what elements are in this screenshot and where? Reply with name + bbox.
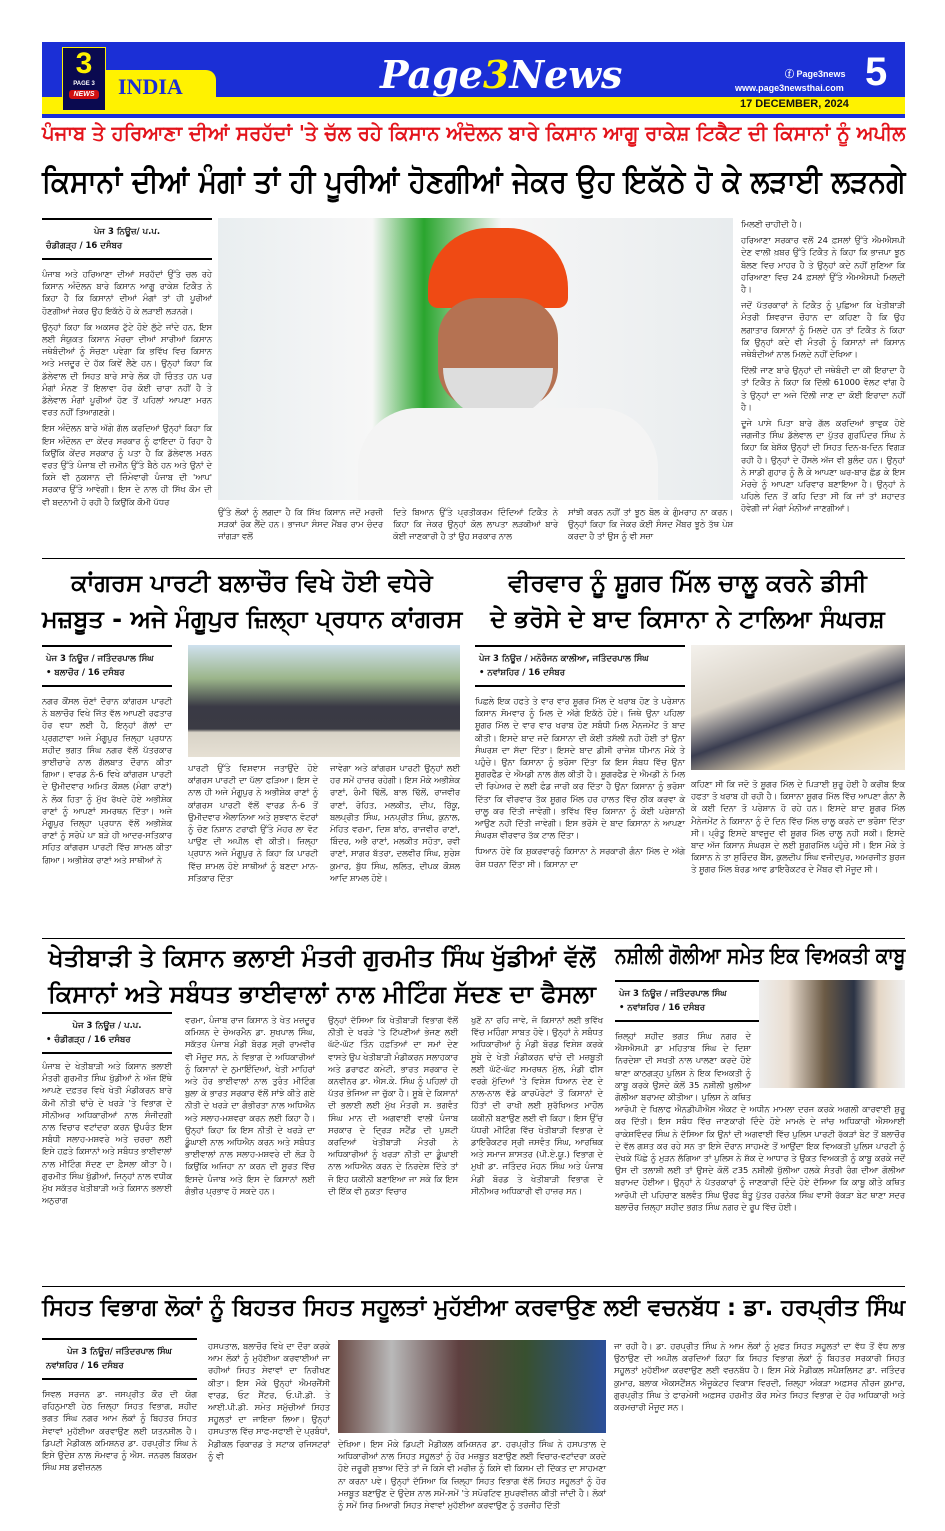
edition-label: INDIA	[106, 70, 216, 103]
congress-column-2: ਪਾਰਟੀ ਉੱਤੇ ਵਿਸ਼ਵਾਸ ਜਤਾਉਂਦੇ ਹੋਏ ਕਾਂਗਰਸ ਪਾਰਟੀ ਦਾ ਪੱਲਾ ਫੜਿਆ। ਇਸ ਦੇ ਨਾਲ ਹੀ ਅਜੇ ਮੰਗੂਪੁਰ ਨੇ ਅਭੀਸ਼ੇਕ ਰਾਣਾਂ ਨੂੰ ਕਾਂਗਰਸ ਪਾਰਟੀ ਵੱਲੋਂ ਵਾਰਡ ਨੰ-6 ਤੋਂ ਉਮੀਦਵਾਰ ਐਲਾਨਿਆ ਅਤੇ ਸੁਝਵਾਨ ਵੋਟਰਾਂ ਨੂੰ ਚੋਣ ਨਿਸ਼ਾਨ ਟਰਾਫੀ ਉੱਤੇ ਮੋਹਰ ਲਾ ਵੋਟ ਪਾਉਣ ਦੀ ਅਪੀਲ ਵੀ ਕੀਤੀ। ਜ਼ਿਲ੍ਹਾ ਪ੍ਰਧਾਨ ਅਜੇ ਮੰਗੂਪੁਰ ਨੇ ਕਿਹਾ ਕਿ ਪਾਰਟੀ ਵਿੱਚ ਸ਼ਾਮਲ ਹੋਏ ਸਾਥੀਆਂ ਨੂੰ ਬਣਦਾ ਮਾਨ-ਸਤਿਕਾਰ ਦਿੱਤਾ	[188, 763, 318, 883]
sugar-column-1: ਪੇਜ 3 ਨਿਊਜ਼ / ਮਨੋਰੰਜਨ ਕਾਲੀਆ, ਜਤਿੰਦਰਪਾਲ ਸਿੰਘ • ਨਵਾਂਸ਼ਹਿਰ / 16 ਦਸੰਬਰ ਪਿਛਲੇ ਇਕ ਹਫਤੇ ਤੇ ਵਾਰ ਵਾਰ ਸ਼ੂਗਰ ਮਿੱਲ ਦੇ ਖਰਾਬ ਹੋਣ ਤੇ ਪਰੇਸ਼ਾਨ ਕਿਸਾਨ ਸੋਮਵਾਰ ਨੂੰ ਮਿਲ ਦੇ ਅੱਗੇ ਇਕੱਠੇ ਹੋਏ। ਜਿਥੇ ਉਨਾ ਪਹਿਲਾ ਸ਼ੂਗਰ ਮਿੱਲ ਦੇ ਵਾਰ ਵਾਰ ਖਰਾਬ ਹੋਣ ਸਬੰਧੀ ਮਿਲ ਮੈਨਜਮੇਂਟ ਤੋ ਬਾਦ ਕੀਤੀ। ਇਸਦੇ ਬਾਦ ਜਦੋ ਕਿਸਾਨਾ ਦੀ ਕੋਈ ਤਸੱਲੀ ਨਹੀ ਹੋਈ ਤਾਂ ਉਨਾ ਸੰਘਰਸ਼ ਦਾ ਸੱਦਾ ਦਿੱਤਾ। ਇਸਦੇ ਬਾਦ ਡੀਸੀ ਰਾਜੇਸ਼ ਧੀਮਾਨ ਮੌਕੇ ਤੇ ਪਹੁੰਚੇ। ਉਨਾ ਕਿਸਾਨਾ ਨੂੰ ਭਰੋਸਾ ਦਿੱਤਾ ਕਿ ਇਸ ਸੰਬਧ ਵਿੱਚ ਉਨਾ ਸ਼ੂਗਰਫੈਡ ਦੇ ਐਮਡੀ ਨਾਲ ਗੱਲ ਕੀਤੀ ਹੈ। ਸ਼ੂਗਰਫੈਡ ਦੇ ਐਮਡੀ ਨੇ ਮਿਲ ਦੀ ਰਿਪੇਅਰ ਦੇ ਲਈ ਫੰਡ ਜਾਰੀ ਕਰ ਦਿੱਤਾ ਹੈ ਉਨਾ ਕਿਸਾਨਾ ਨੂੰ ਭਰੋਸਾ ਦਿੱਤਾ ਕਿ ਵੀਰਵਾਰ ਤੱਕ ਸ਼ੂਗਰ ਮਿੱਲ ਹਰ ਹਾਲਤ ਵਿੱਚ ਠੀਕ ਕਰਵਾ ਕੇ ਚਾਲੂ ਕਰ ਦਿੱਤੀ ਜਾਵੇਗੀ। ਭਵਿੱਖ ਵਿੱਚ ਕਿਸਾਨਾ ਨੂੰ ਕੋਈ ਪਰੇਸ਼ਾਨੀ ਆਉਣ ਨਹੀ ਦਿੱਤੀ ਜਾਵੇਗੀ। ਇਸ ਭਰੋਸੇ ਦੇ ਬਾਦ ਕਿਸਾਨਾ ਨੇ ਆਪਣਾ ਸੰਘਰਸ਼ ਵੀਰਵਾਰ ਤੱਕ ਟਾਲ ਦਿੱਤਾ। ਧਿਆਨ ਹੋਵੇ ਕਿ ਸ਼ੁਕਰਵਾਰਨੂੰ ਕਿਸਾਨਾ ਨੇ ਸਰਕਾਰੀ ਗੰਨਾ ਮਿੱਲ ਦੇ ਅੱਗੇ ਰੋਸ਼ ਧਰਨਾ ਦਿੱਤਾ ਸੀ। ਕਿਸਾਨਾ ਦਾ	[475, 645, 685, 874]
meeting-byline: ਪੇਜ 3 ਨਿਊਜ਼ / ਪ.ਪ. • ਚੰਡੀਗੜ੍ਹ / 16 ਦਸੰਬਰ	[42, 1012, 172, 1054]
health-headline: ਸਿਹਤ ਵਿਭਾਗ ਲੋਕਾਂ ਨੂੰ ਬਿਹਤਰ ਸਿਹਤ ਸਹੂਲਤਾਂ ਮੁਹੱਈਆ ਕਰਵਾਉਣ ਲਈ ਵਚਨਬੱਧ : ਡਾ. ਹਰਪ੍ਰੀਤ ਸਿੰਘ	[42, 1295, 906, 1321]
meeting-column-1: ਪੇਜ 3 ਨਿਊਜ਼ / ਪ.ਪ. • ਚੰਡੀਗੜ੍ਹ / 16 ਦਸੰਬਰ ਪੰਜਾਬ ਦੇ ਖੇਤੀਬਾੜੀ ਅਤੇ ਕਿਸਾਨ ਭਲਾਈ ਮੰਤਰੀ ਗੁਰਮੀਤ ਸਿੰਘ ਖੁੱਡੀਆਂ ਨੇ ਅੱਜ ਇੱਥੇ ਆਪਣੇ ਦਫ਼ਤਰ ਵਿਖੇ ਖੇਤੀ ਮੰਡੀਕਰਨ ਬਾਰੇ ਕੌਮੀ ਨੀਤੀ ਢਾਂਚੇ ਦੇ ਖਰੜੇ 'ਤੇ ਵਿਭਾਗ ਦੇ ਸੀਨੀਅਰ ਅਧਿਕਾਰੀਆਂ ਨਾਲ ਸੰਜੀਦਗੀ ਨਾਲ ਵਿਚਾਰ ਵਟਾਂਦਰਾ ਕਰਨ ਉਪਰੰਤ ਇਸ ਸਬੰਧੀ ਸਲਾਹ-ਮਸ਼ਵਰੇ ਅਤੇ ਚਰਚਾ ਲਈ ਇਸੇ ਹਫ਼ਤੇ ਕਿਸਾਨਾਂ ਅਤੇ ਸਬੰਧਤ ਭਾਈਵਾਲਾਂ ਨਾਲ ਮੀਟਿੰਗ ਸੱਦਣ ਦਾ ਫ਼ੈਸਲਾ ਕੀਤਾ ਹੈ। ਗੁਰਮੀਤ ਸਿੰਘ ਖੁੱਡੀਆਂ, ਜਿਨ੍ਹਾਂ ਨਾਲ ਵਧੀਕ ਮੁੱਖ ਸਕੱਤਰ ਖੇਤੀਬਾੜੀ ਅਤੇ ਕਿਸਾਨ ਭਲਾਈ ਅਨੁਰਾਗ	[42, 1012, 172, 1206]
sugar-byline: ਪੇਜ 3 ਨਿਊਜ਼ / ਮਨੋਰੰਜਨ ਕਾਲੀਆ, ਜਤਿੰਦਰਪਾਲ ਸਿੰਘ • ਨਵਾਂਸ਼ਹਿਰ / 16 ਦਸੰਬਰ	[475, 645, 685, 687]
rakesh-tikait-photo	[218, 218, 733, 500]
sugar-mill-headline: ਵੀਰਵਾਰ ਨੂੰ ਸ਼ੂਗਰ ਮਿੱਲ ਚਾਲੂ ਕਰਨੇ ਡੀਸੀ ਦੇ ਭਰੋਸੇ ਦੇ ਬਾਦ ਕਿਸਾਨਾ ਨੇ ਟਾਲਿਆ ਸੰਘਰਸ਼	[490, 569, 885, 633]
drugs-body: ਜ਼ਿਲ੍ਹਾਂ ਸ਼ਹੀਦ ਭਗਤ ਸਿੰਘ ਨਗਰ ਦੇ ਐਸਐਸਪੀ ਡਾ ਮਹਿਤਾਬ ਸਿੰਘ ਦੇ ਦਿਸ਼ਾ ਨਿਰਦੇਸ਼ਾ ਦੀ ਸਖਤੀ ਨਾਲ ਪਾਲਣਾ ਕਰਦੇ ਹੋਏ ਥਾਣਾ ਕਾਠਗੜ੍ਹ ਪੁਲਿਸ ਨੇ ਇਕ ਵਿਅਕਤੀ ਨੂੰ ਕਾਬੂ ਕਰਕੇ ਉਸਦੇ ਕੋਲੋਂ 35 ਨਸ਼ੀਲੀ ਖੁਲੀਆ ਗੋਲੀਆ ਬਰਾਮਦ ਕੀਤੀਆ। ਪੁਲਿਸ ਨੇ ਕਥਿਤ ਆਰੋਪੀ ਦੇ ਖਿਲਾਫ ਐਨਡੀਪੀਐਸ ਐਕਟ ਦੇ ਅਧੀਨ ਮਾਮਲਾ ਦਰਜ ਕਰਕੇ ਅਗਲੀ ਕਾਰਵਾਈ ਸ਼ੁਰੂ ਕਰ ਦਿੱਤੀ। ਇਸ ਸਬੰਧ ਵਿੱਚ ਜਾਣਕਾਰੀ ਦਿੰਦੇ ਹੋਏ ਮਾਮਲੇ ਦੇ ਜਾਂਚ ਅਧਿਕਾਰੀ ਐਸਆਈ ਰਾਕੇਸ਼ਵਿੰਦਰ ਸਿੰਘ ਨੇ ਦੱਸਿਆ ਕਿ ਉਨਾਂ ਦੀ ਅਗਵਾਈ ਵਿੱਚ ਪੁਲਿਸ ਪਾਰਟੀ ਰੱਕੜਾਂ ਬੇਟ ਤੋਂ ਬਲਾਚੌਰ ਦੇ ਵੱਲ ਗਸ਼ਤ ਕਰ ਰਹੇ ਸਨ ਤਾ ਇਸੇ ਦੌਰਾਨ ਸਾਹਮਣੇ ਤੋਂ ਆਉਂਦਾ ਇਕ ਵਿਅਕਤੀ ਪੁਲਿਸ ਪਾਰਟੀ ਨੂੰ ਦੇਖਕੇ ਪਿੱਛੇ ਨੂੰ ਮੁੜਨ ਲੱਗਿਆ ਤਾਂ ਪੁਲਿਸ ਨੇ ਸ਼ੱਕ ਦੇ ਆਧਾਰ ਤੇ ਉਕਤ ਵਿਅਕਤੀ ਨੂੰ ਕਾਬੂ ਕਰਕੇ ਜਦੋਂ ਉਸ ਦੀ ਤਲਾਸ਼ੀ ਲਈ ਤਾਂ ਉਸਦੇ ਕੋਲੋਂ ਟ35 ਨਸ਼ੀਲੀ ਖੁੱਲੀਆ ਹਲਕੇ ਸੰਤਰੀ ਰੰਗ ਦੀਆ ਗੋਲੀਆ ਬਰਾਮਦ ਹੋਈਆ। ਉਨ੍ਹਾਂ ਨੇ ਪੱਤਰਕਾਰਾਂ ਨੂੰ ਜਾਣਕਾਰੀ ਦਿੰਦੇ ਹੋਏ ਦੱਸਿਆ ਕਿ ਕਾਬੂ ਕੀਤੇ ਕਥਿਤ ਆਰੋਪੀ ਦੀ ਪਹਿਚਾਣ ਬਲਵੰਤ ਸਿੰਘ ਉਰਫ ਬੰਤੂ ਪੁੱਤਰ ਹਰਨੇਕ ਸਿੰਘ ਵਾਸੀ ਰੱਕੜਾ ਬੇਟ ਥਾਣਾ ਸਦਰ ਬਲਾਚੌਰ ਜ਼ਿਲ੍ਹਾ ਸ਼ਹੀਦ ਭਗਤ ਸਿੰਘ ਨਗਰ ਦੇ ਰੂਪ ਵਿੱਚ ਹੋਈ।	[615, 1031, 905, 1212]
sugar-meeting-photo	[691, 645, 905, 770]
meeting-column-3: ਉਨ੍ਹਾਂ ਦੱਸਿਆ ਕਿ ਖੇਤੀਬਾੜੀ ਵਿਭਾਗ ਵੱਲੋਂ ਨੀਤੀ ਦੇ ਖਰੜੇ 'ਤੇ ਟਿੱਪਣੀਆਂ ਭੇਜਣ ਲਈ ਘੱਟੋ-ਘੱਟ ਤਿੰਨ ਹਫ਼ਤਿਆਂ ਦਾ ਸਮਾਂ ਦੇਣ ਵਾਸਤੇ ਉਪ ਖੇਤੀਬਾੜੀ ਮੰਡੀਕਰਨ ਸਲਾਹਕਾਰ ਅਤੇ ਡਰਾਫਟ ਕਮੇਟੀ, ਭਾਰਤ ਸਰਕਾਰ ਦੇ ਕਨਵੀਨਰ ਡਾ. ਐਸ.ਕੇ. ਸਿੰਘ ਨੂੰ ਪਹਿਲਾਂ ਹੀ ਪੱਤਰ ਭੇਜਿਆ ਜਾ ਚੁੱਕਾ ਹੈ। ਸੂਬੇ ਦੇ ਕਿਸਾਨਾਂ ਦੀ ਭਲਾਈ ਲਈ ਮੁੱਖ ਮੰਤਰੀ ਸ. ਭਗਵੰਤ ਸਿੰਘ ਮਾਨ ਦੀ ਅਗਵਾਈ ਵਾਲੀ ਪੰਜਾਬ ਸਰਕਾਰ ਦੇ ਦ੍ਰਿੜ ਸਟੈਂਡ ਦੀ ਪੁਸ਼ਟੀ ਕਰਦਿਆਂ ਖੇਤੀਬਾੜੀ ਮੰਤਰੀ ਨੇ ਅਧਿਕਾਰੀਆਂ ਨੂੰ ਖਰੜਾ ਨੀਤੀ ਦਾ ਡੂੰਘਾਈ ਨਾਲ ਅਧਿਐਨ ਕਰਨ ਦੇ ਨਿਰਦੇਸ਼ ਦਿੱਤੇ ਤਾਂ ਜੋ ਇਹ ਯਕੀਨੀ ਬਣਾਇਆ ਜਾ ਸਕੇ ਕਿ ਇਸ ਦੀ ਇੱਕ ਵੀ ਨੁਕਤਾ ਵਿਚਾਰ	[328, 1015, 458, 1196]
lead-caption-col-2: ਦਿਤੇ ਬਿਆਨ ਉੱਤੇ ਪ੍ਰਤੀਕਰਮ ਦਿੰਦਿਆਂ ਟਿਕੈਤ ਨੇ ਕਿਹਾ ਕਿ ਜੇਕਰ ਉਨ੍ਹਾਂ ਕੋਲ ਲਾਪਤਾ ਲੜਕੀਆਂ ਬਾਰੇ ਕੋਈ ਜਾਣਕਾਰੀ ਹੈ ਤਾਂ ਉਹ ਸਰਕਾਰ ਨਾਲ	[393, 507, 558, 542]
lead-kicker: ਪੰਜਾਬ ਤੇ ਹਰਿਆਣਾ ਦੀਆਂ ਸਰਹੱਦਾਂ 'ਤੇ ਚੱਲ ਰਹੇ ਕਿਸਾਨ ਅੰਦੋਲਨ ਬਾਰੇ ਕਿਸਾਨ ਆਗੂ ਰਾਕੇਸ਼ ਟਿਕੈਟ ਦੀ ਕਿਸਾਨਾਂ ਨੂੰ ਅਪੀਲ	[42, 121, 906, 145]
congress-group-photo	[188, 645, 460, 757]
health-byline: ਪੇਜ 3 ਨਿਊਜ਼/ ਜਤਿੰਦਰਪਾਲ ਸਿੰਘ ਨਵਾਂਸ਼ਹਿਰ / 16 ਦਸੰਬਰ	[42, 1338, 197, 1380]
website-link[interactable]: www.page3newsthai.com	[735, 83, 844, 93]
meeting-column-4: ਖੁਣੋਂ ਨਾ ਰਹਿ ਜਾਵੇ, ਜੋ ਕਿਸਾਨਾਂ ਲਈ ਭਵਿੱਖ ਵਿੱਚ ਮਹਿੰਗਾ ਸਾਬਤ ਹੋਵੇ। ਉਨ੍ਹਾਂ ਨੇ ਸਬੰਧਤ ਅਧਿਕਾਰੀਆਂ ਨੂੰ ਮੰਡੀ ਬੋਰਡ ਵਿਸ਼ੇਸ਼ ਕਰਕੇ ਸੂਬੇ ਦੇ ਖੇਤੀ ਮੰਡੀਕਰਨ ਢਾਂਚੇ ਦੀ ਮਜ਼ਬੂਤੀ ਲਈ ਘੱਟੋ-ਘੱਟ ਸਮਰਥਨ ਮੁੱਲ, ਮੰਡੀ ਫੀਸ ਵਰਗੇ ਮੁੱਦਿਆਂ 'ਤੇ ਵਿਸ਼ੇਸ਼ ਧਿਆਨ ਦੇਣ ਦੇ ਨਾਲ-ਨਾਲ ਵੱਡੇ ਕਾਰਪੋਰੇਟਾਂ ਤੋਂ ਕਿਸਾਨਾਂ ਦੇ ਹਿੱਤਾਂ ਦੀ ਰਾਖੀ ਲਈ ਸੁਰੱਖਿਅਤ ਮਾਹੌਲ ਯਕੀਨੀ ਬਣਾਉਣ ਲਈ ਵੀ ਕਿਹਾ। ਇਸ ਉੱਚ ਪੱਧਰੀ ਮੀਟਿੰਗ ਵਿੱਚ ਖੇਤੀਬਾੜੀ ਵਿਭਾਗ ਦੇ ਡਾਇਰੈਕਟਰ ਸ੍ਰੀ ਜਸਵੰਤ ਸਿੰਘ, ਆਰਥਿਕ ਅਤੇ ਸਮਾਜ ਸ਼ਾਸਤਰ (ਪੀ.ਏ.ਯੂ.) ਵਿਭਾਗ ਦੇ ਮੁਖੀ ਡਾ. ਜਤਿੰਦਰ ਮੋਹਨ ਸਿੰਘ ਅਤੇ ਪੰਜਾਬ ਮੰਡੀ ਬੋਰਡ ਤੇ ਖੇਤੀਬਾੜੀ ਵਿਭਾਗ ਦੇ ਸੀਨੀਅਰ ਅਧਿਕਾਰੀ ਵੀ ਹਾਜ਼ਰ ਸਨ।	[471, 1015, 603, 1196]
page-number: 5	[865, 50, 888, 94]
meeting-column-2: ਵਰਮਾ, ਪੰਜਾਬ ਰਾਜ ਕਿਸਾਨ ਤੇ ਖੇਤ ਮਜ਼ਦੂਰ ਕਮਿਸ਼ਨ ਦੇ ਚੇਅਰਮੈਨ ਡਾ. ਸੁਖਪਾਲ ਸਿੰਘ, ਸਕੱਤਰ ਪੰਜਾਬ ਮੰਡੀ ਬੋਰਡ ਸ੍ਰੀ ਰਾਮਵੀਰ ਵੀ ਮੌਜੂਦ ਸਨ, ਨੇ ਵਿਭਾਗ ਦੇ ਅਧਿਕਾਰੀਆਂ ਨੂੰ ਕਿਸਾਨਾਂ ਦੇ ਨੁਮਾਇੰਦਿਆਂ, ਖੇਤੀ ਮਾਹਿਰਾਂ ਅਤੇ ਹੋਰ ਭਾਈਵਾਲਾਂ ਨਾਲ ਤੁਰੰਤ ਮੀਟਿੰਗ ਬੁਲਾ ਕੇ ਭਾਰਤ ਸਰਕਾਰ ਵੱਲੋਂ ਸਾਂਝੇ ਕੀਤੇ ਗਏ ਨੀਤੀ ਦੇ ਖਰੜੇ ਦਾ ਗੰਭੀਰਤਾ ਨਾਲ ਅਧਿਐਨ ਅਤੇ ਸਲਾਹ-ਮਸ਼ਵਰਾ ਕਰਨ ਲਈ ਕਿਹਾ ਹੈ। ਉਨ੍ਹਾਂ ਕਿਹਾ ਕਿ ਇਸ ਨੀਤੀ ਦੇ ਖਰੜੇ ਦਾ ਡੂੰਘਾਈ ਨਾਲ ਅਧਿਐਨ ਕਰਨ ਅਤੇ ਸਬੰਧਤ ਭਾਈਵਾਲਾਂ ਨਾਲ ਸਲਾਹ-ਮਸ਼ਵਰੇ ਦੀ ਲੋੜ ਹੈ ਕਿਉਂਕਿ ਅਜਿਹਾ ਨਾ ਕਰਨ ਦੀ ਸੂਰਤ ਵਿੱਚ ਇਸਦੇ ਪੰਜਾਬ ਅਤੇ ਇਸ ਦੇ ਕਿਸਾਨਾਂ ਲਈ ਗੰਭੀਰ ਪ੍ਰਭਾਵ ਹੋ ਸਕਦੇ ਹਨ।	[185, 1015, 315, 1196]
divider	[42, 558, 905, 559]
issue-date: 17 DECEMBER, 2024	[740, 98, 849, 110]
paragraph: ਉਨ੍ਹਾਂ ਕਿਹਾ ਕਿ ਅਕਸਰ ਟੁੱਟੇ ਹੋਏ ਲੁੱਟੇ ਜਾਂਦੇ ਹਨ, ਇਸ ਲਈ ਸੰਯੁਕਤ ਕਿਸਾਨ ਮੋਰਚਾ ਦੀਆਂ ਸਾਰੀਆਂ ਕਿਸਾਨ ਜਥੇਬੰਦੀਆਂ ਨੂੰ ਸੋਚਣਾ ਪਵੇਗਾ ਕਿ ਭਵਿੱਖ ਵਿਚ ਕਿਸਾਨ ਅਤੇ ਮਜ਼ਦੂਰ ਦੇ ਹੱਕ ਕਿਵੇਂ ਲੈਣੇ ਹਨ। ਉਨ੍ਹਾਂ ਕਿਹਾ ਕਿ ਡੱਲੇਵਾਲ ਦੀ ਸਿਹਤ ਬਾਰੇ ਸਾਰੇ ਲੋਕ ਹੀ ਚਿੰਤਤ ਹਨ ਪਰ ਮੰਗਾਂ ਮੰਨਣ ਤੋਂ ਇਲਾਵਾ ਹੋਰ ਕੋਈ ਚਾਰਾ ਨਹੀਂ ਹੈ ਤੇ ਡੱਲੇਵਾਲ ਮੰਗਾਂ ਪੂਰੀਆਂ ਹੋਣ ਤੋਂ ਪਹਿਲਾਂ ਆਪਣਾ ਮਰਨ ਵਰਤ ਨਹੀਂ ਤਿਆਗਣਗੇ।	[42, 321, 212, 418]
congress-headline: ਕਾਂਗਰਸ ਪਾਰਟੀ ਬਲਾਚੌਰ ਵਿਖੇ ਹੋਈ ਵਧੇਰੇ ਮਜ਼ਬੂਤ - ਅਜੇ ਮੰਗੂਪੁਰ ਜ਼ਿਲ੍ਹਾ ਪ੍ਰਧਾਨ ਕਾਂਗਰਸ	[42, 569, 463, 633]
health-column-4: ਜਾ ਰਹੀ ਹੈ। ਡਾ. ਹਰਪ੍ਰੀਤ ਸਿੰਘ ਨੇ ਆਮ ਲੋਕਾਂ ਨੂੰ ਮੁਫਤ ਸਿਹਤ ਸਹੂਲਤਾਂ ਦਾ ਵੱਧ ਤੋਂ ਵੱਧ ਲਾਭ ਉਠਾਉਣ ਦੀ ਅਪੀਲ ਕਰਦਿਆਂ ਕਿਹਾ ਕਿ ਸਿਹਤ ਵਿਭਾਗ ਲੋਕਾਂ ਨੂੰ ਬਿਹਤਰ ਸਰਕਾਰੀ ਸਿਹਤ ਸਹੂਲਤਾਂ ਮੁਹੱਈਆ ਕਰਵਾਉਣ ਲਈ ਵਚਨਬੱਧ ਹੈ। ਇਸ ਮੌਕੇ ਮੈਡੀਕਲ ਸਪੈਸ਼ਲਿਸਟ ਡਾ. ਜਤਿੰਦਰ ਕੁਮਾਰ, ਬਲਾਕ ਐਕਸਟੈਂਸ਼ਨ ਐਜੂਕੇਟਰ ਵਿਕਾਸ ਵਿਰਦੀ, ਜ਼ਿਲ੍ਹਾ ਅੰਕੜਾ ਅਫ਼ਸਰ ਨੀਰਜ ਕੁਮਾਰ, ਗੁਰਪ੍ਰੀਤ ਸਿੰਘ ਤੇ ਫਾਰਮੇਸੀ ਅਫ਼ਸਰ ਹਰਮੀਤ ਕੌਰ ਸਮੇਤ ਸਿਹਤ ਵਿਭਾਗ ਦੇ ਹੋਰ ਅਧਿਕਾਰੀ ਅਤੇ ਕਰਮਚਾਰੀ ਮੌਜੂਦ ਸਨ।	[614, 1341, 905, 1413]
drugs-article	[615, 980, 905, 1213]
sugar-column-2: ਕਹਿਣਾ ਸੀ ਕਿ ਜਦੋ ਤੋ ਸ਼ੂਗਰ ਮਿੱਲ ਦੇ ਪਿੜਾਈ ਸ਼ੁਰੂ ਹੋਈ ਹੈ ਕਰੀਬ ਇਕ ਹਫਤਾ ਤੋ ਖਰਾਬ ਹੀ ਰਹੀ ਹੈ। ਕਿਸਾਨਾ ਸ਼ੂਗਰ ਮਿੱਲ ਵਿੱਚ ਆਪਣਾ ਗੰਨਾ ਲੈ ਕੇ ਕਈ ਦਿਨਾ ਤੋ ਪਰੇਸ਼ਾਨ ਹੋ ਰਹੇ ਹਨ। ਇਸਦੇ ਬਾਦ ਸ਼ੂਗਰ ਮਿੱਲ ਮੈਨੇਜਮੇਂਟ ਨੇ ਕਿਸਾਨਾ ਨੂੰ ਦੋ ਦਿਨ ਵਿੱਚ ਮਿੱਲ ਚਾਲੂ ਕਰਨੇ ਦਾ ਭਰੋਸਾ ਦਿੱਤਾ ਸੀ। ਪ੍ਰੰਤੂ ਇਸਦੇ ਬਾਵਜੂਦ ਵੀ ਸ਼ੂਗਰ ਮਿੱਲ ਚਾਲੂ ਨਹੀ ਸਕੀ। ਇਸਦੇ ਬਾਦ ਅੱਜ ਕਿਸਾਨ ਸੰਘਰਸ਼ ਦੇ ਲਈ ਸ਼ੂਗਰਮਿੱਲ ਪਹੁੰਚੇ ਸੀ। ਇਸ ਮੌਕੇ ਤੇ ਕਿਸਾਨ ਨੇ ਤਾ ਸੁਰਿੰਦਰ ਬੈਂਸ, ਕੁਲਦੀਪ ਸਿੰਘ ਵਜੀਦਪੁਰ, ਅਮਰਜੀਤ ਬੁਰਜ ਤੇ ਸ਼ੂਗਰ ਮਿੱਲ ਬੋਰਡ ਆਵ ਡਾਇਰੈਕਟਰ ਦੇ ਮੈਂਬਰ ਵੀ ਮੌਜੂਦ ਸੀ।	[691, 779, 905, 875]
drugs-headline: ਨਸ਼ੀਲੀ ਗੋਲੀਆ ਸਮੇਤ ਇਕ ਵਿਅਕਤੀ ਕਾਬੂ	[615, 944, 906, 969]
brand-wordmark: Page3News	[380, 52, 623, 97]
congress-column-3: ਜਾਵੇਗਾ ਅਤੇ ਕਾਂਗਰਸ ਪਾਰਟੀ ਉਨ੍ਹਾਂ ਲਈ ਹਰ ਸਮੇਂ ਹਾਜ਼ਰ ਰਹੇਗੀ। ਇਸ ਮੌਕੇ ਅਭੀਸ਼ੇਕ ਰਾਣਾਂ, ਰੰਮੀ ਢਿੱਲੋਂ, ਬਾਲ ਢਿੱਲੋਂ, ਰਾਜਵੀਰ ਰਾਣਾਂ, ਰੋਹਿਤ, ਮਲਕੀਤ, ਦੀਪ, ਰਿੱਕੂ, ਬਲਪ੍ਰੀਤ ਸਿੰਘ, ਮਨਪ੍ਰੀਤ ਸਿੰਘ, ਕੁਨਾਲ, ਮੋਹਿਤ ਵਰਮਾ, ਦਿਸ਼ ਬਾਂਠ, ਰਾਜਵੀਰ ਰਾਣਾਂ, ਬਿੰਦਰ, ਅਭੈ ਰਾਣਾਂ, ਮਲਕੀਤ ਸਹੋਤਾ, ਰਵੀ ਰਾਣਾਂ, ਸਾਗਰ ਬੱਤਰਾ, ਦਲਵੀਰ ਸਿੰਘ, ਸੁਰੇਸ਼ ਕੁਮਾਰ, ਬੁੱਧ ਸਿੰਘ, ਲਲਿਤ, ਦੀਪਕ ਕੌਸ਼ਲ ਆਦਿ ਸ਼ਾਮਲ ਹੋਏ।	[330, 763, 460, 883]
lead-caption-col-3: ਸਾਂਝੀ ਕਰਨ ਨਹੀਂ ਤਾਂ ਝੂਠ ਬੋਲ ਕੇ ਗੁੰਮਰਾਹ ਨਾ ਕਰਨ। ਉਨ੍ਹਾਂ ਕਿਹਾ ਕਿ ਜੇਕਰ ਕੋਈ ਸੰਸਦ ਮੈਂਬਰ ਝੂਠੇ ਤੱਥ ਪੇਸ਼ ਕਰਦਾ ਹੈ ਤਾਂ ਉਸ ਨੂੰ ਵੀ ਸਜ਼ਾ	[568, 507, 733, 542]
lead-headline: ਕਿਸਾਨਾਂ ਦੀਆਂ ਮੰਗਾਂ ਤਾਂ ਹੀ ਪੂਰੀਆਂ ਹੋਣਗੀਆਂ ਜੇਕਰ ਉਹ ਇਕੱਠੇ ਹੋ ਕੇ ਲੜਾਈ ਲੜਨਗੇ	[42, 164, 906, 200]
drugs-byline: ਪੇਜ 3 ਨਿਊਜ਼ / ਜਤਿੰਦਰਪਾਲ ਸਿੰਘ • ਨਵਾਂਸ਼ਹਿਰ / 16 ਦਸੰਬਰ	[615, 980, 905, 1022]
page3-logo: 3 PAGE 3 NEWS	[62, 47, 106, 111]
paragraph: ਇਸ ਅੰਦੋਲਨ ਬਾਰੇ ਅੱਗੇ ਗੱਲ ਕਰਦਿਆਂ ਉਨ੍ਹਾਂ ਕਿਹਾ ਕਿ ਇਸ ਅੰਦੋਲਨ ਦਾ ਕੇਂਦਰ ਸਰਕਾਰ ਨੂੰ ਫਾਇਦਾ ਹੋ ਰਿਹਾ ਹੈ ਕਿਉਂਕਿ ਕੇਂਦਰ ਸਰਕਾਰ ਨੂੰ ਪਤਾ ਹੈ ਕਿ ਡੱਲੇਵਾਲ ਮਰਨ ਵਰਤ ਉੱਤੇ ਪੰਜਾਬ ਦੀ ਜ਼ਮੀਨ ਉੱਤੇ ਬੈਠੇ ਹਨ ਅਤੇ ਉਨਾਂ ਦੇ ਕਿਸੇ ਵੀ ਨੁਕਸਾਨ ਦੀ ਜ਼ਿੰਮੇਵਾਰੀ ਪੰਜਾਬ ਦੀ 'ਆਪ' ਸਰਕਾਰ ਉੱਤੇ ਆਵੇਗੀ। ਇਸ ਦੇ ਨਾਲ ਹੀ ਸਿੱਖ ਕੌਮ ਦੀ ਵੀ ਬਦਨਾਮੀ ਹੋ ਰਹੀ ਹੈ ਕਿਉਂਕਿ ਕੌਮੀ ਪੱਧਰ	[42, 423, 212, 507]
health-column-1: ਪੇਜ 3 ਨਿਊਜ਼/ ਜਤਿੰਦਰਪਾਲ ਸਿੰਘ ਨਵਾਂਸ਼ਹਿਰ / 16 ਦਸੰਬਰ ਸਿਵਲ ਸਰਜਨ ਡਾ. ਜਸਪ੍ਰੀਤ ਕੌਰ ਦੀ ਯੋਗ ਰਹਿਨੁਮਾਈ ਹੇਠ ਜ਼ਿਲ੍ਹਾ ਸਿਹਤ ਵਿਭਾਗ, ਸ਼ਹੀਦ ਭਗਤ ਸਿੰਘ ਨਗਰ ਆਮ ਲੋਕਾਂ ਨੂੰ ਬਿਹਤਰ ਸਿਹਤ ਸੇਵਾਵਾਂ ਮੁਹੱਈਆ ਕਰਵਾਉਣ ਲਈ ਯਤਨਸ਼ੀਲ ਹੈ। ਡਿਪਟੀ ਮੈਡੀਕਲ ਕਮਿਸ਼ਨਰ ਡਾ. ਹਰਪ੍ਰੀਤ ਸਿੰਘ ਨੇ ਇਸੇ ਉਦੇਸ਼ ਨਾਲ ਸੋਮਵਾਰ ਨੂੰ ਐਸ. ਜਨਰਲ ਬਿਕਰਮ ਸਿੰਘ ਸਬ ਡਵੀਜ਼ਨਲ	[42, 1338, 197, 1473]
paragraph: ਪੰਜਾਬ ਅਤੇ ਹਰਿਆਣਾ ਦੀਆਂ ਸਰਹੱਦਾਂ ਉੱਤੇ ਚਲ ਰਹੇ ਕਿਸਾਨ ਅੰਦੋਲਨ ਬਾਰੇ ਕਿਸਾਨ ਆਗੂ ਰਾਕੇਸ਼ ਟਿਕੈਤ ਨੇ ਕਿਹਾ ਹੈ ਕਿ ਕਿਸਾਨਾਂ ਦੀਆਂ ਮੰਗਾਂ ਤਾਂ ਹੀ ਪੂਰੀਆਂ ਹੋਣਗੀਆਂ ਜੇਕਰ ਉਹ ਇਕੱਠੇ ਹੋ ਕੇ ਲੜਾਈ ਲੜਨਗੇ।	[42, 269, 212, 316]
lead-byline: ਪੇਜ 3 ਨਿਊਜ਼/ ਪ.ਪ. ਚੰਡੀਗੜ੍ਹ / 16 ਦਸੰਬਰ	[42, 218, 212, 260]
lead-right-column: ਮਿਲਣੀ ਚਾਹੀਦੀ ਹੈ। ਹਰਿਆਣਾ ਸਰਕਾਰ ਵਲੋਂ 24 ਫ਼ਸਲਾਂ ਉੱਤੇ ਐਮਐਸਪੀ ਦੇਣ ਵਾਲੀ ਖ਼ਬਰ ਉੱਤੇ ਟਿਕੈਤ ਨੇ ਕਿਹਾ ਕਿ ਭਾਜਪਾ ਝੂਠ ਬੋਲਣ ਵਿਚ ਮਾਹਰ ਹੈ ਤੇ ਉਨ੍ਹਾਂ ਕਦੇ ਨਹੀਂ ਸੁਣਿਆ ਕਿ ਹਰਿਆਣਾ ਵਿਚ 24 ਫ਼ਸਲਾਂ ਉੱਤੇ ਐਮਐਸਪੀ ਮਿਲਦੀ ਹੈ। ਜਦੋਂ ਪੱਤਰਕਾਰਾਂ ਨੇ ਟਿਕੈਤ ਨੂੰ ਪੁਛਿਆ ਕਿ ਖੇਤੀਬਾੜੀ ਮੰਤਰੀ ਸ਼ਿਵਰਾਜ ਚੌਹਾਨ ਦਾ ਕਹਿਣਾ ਹੈ ਕਿ ਉਹ ਲਗਾਤਾਰ ਕਿਸਾਨਾਂ ਨੂੰ ਮਿਲਦੇ ਹਨ ਤਾਂ ਟਿਕੈਤ ਨੇ ਕਿਹਾ ਕਿ ਉਨ੍ਹਾਂ ਕਦੇ ਵੀ ਮੰਤਰੀ ਨੂੰ ਕਿਸਾਨਾਂ ਜਾਂ ਕਿਸਾਨ ਜਥੇਬੰਦੀਆਂ ਨਾਲ ਮਿਲਦੇ ਨਹੀਂ ਦੇਖਿਆ। ਦਿੱਲੀ ਜਾਣ ਬਾਰੇ ਉਨ੍ਹਾਂ ਦੀ ਜਥੇਬੰਦੀ ਦਾ ਕੀ ਇਰਾਦਾ ਹੈ ਤਾਂ ਟਿਕੈਤ ਨੇ ਕਿਹਾ ਕਿ ਦਿੱਲੀ 61000 ਵੋਲਟ ਵਾਂਗ ਹੈ ਤੇ ਉਨ੍ਹਾਂ ਦਾ ਅਜੇ ਦਿੱਲੀ ਜਾਣ ਦਾ ਕੋਈ ਇਰਾਦਾ ਨਹੀਂ ਹੈ। ਦੂਜੇ ਪਾਸੇ ਪਿਤਾ ਬਾਰੇ ਗੱਲ ਕਰਦਿਆਂ ਭਾਵੁਕ ਹੋਏ ਜਗਜੀਤ ਸਿੰਘ ਡੱਲੇਵਾਲ ਦਾ ਪੁੱਤਰ ਗੁਰਪਿੰਦਰ ਸਿੰਘ ਨੇ ਕਿਹਾ ਕਿ ਬੇਸ਼ੱਕ ਉਨ੍ਹਾਂ ਦੀ ਸਿਹਤ ਦਿਨ-ਬ-ਦਿਨ ਵਿਗੜ ਰਹੀ ਹੈ। ਉਨ੍ਹਾਂ ਦੇ ਹੌਂਸਲੇ ਅੱਜ ਵੀ ਬੁਲੰਦ ਹਨ। ਉਨ੍ਹਾਂ ਨੇ ਸਾਡੀ ਗੁਹਾਰ ਨੂੰ ਲੈ ਕੇ ਆਪਣਾ ਘਰ-ਬਾਰ ਛੱਡ ਕੇ ਇਸ ਮੋਰਚੇ ਨੂੰ ਆਪਣਾ ਪਰਿਵਾਰ ਬਣਾਇਆ ਹੈ। ਉਨ੍ਹਾਂ ਨੇ ਪਹਿਲੇ ਦਿਨ ਤੋਂ ਕਹਿ ਦਿਤਾ ਸੀ ਕਿ ਜਾਂ ਤਾਂ ਸ਼ਹਾਦਤ ਹੋਵੇਗੀ ਜਾਂ ਮੰਗਾਂ ਮੰਨੀਆਂ ਜਾਣਗੀਆਂ।	[741, 219, 905, 514]
meeting-headline: ਖੇਤੀਬਾੜੀ ਤੇ ਕਿਸਾਨ ਭਲਾਈ ਮੰਤਰੀ ਗੁਰਮੀਤ ਸਿੰਘ ਖੁੱਡੀਆਂ ਵੱਲੋਂ ਕਿਸਾਨਾਂ ਅਤੇ ਸਬੰਧਤ ਭਾਈਵਾਲਾਂ ਨਾਲ ਮੀਟਿੰਗ ਸੱਦਣ ਦਾ ਫੈਸਲਾ	[48, 944, 596, 1008]
health-column-2: ਹਸਪਤਾਲ, ਬਲਾਚੌਰ ਵਿਖੇ ਦਾ ਦੌਰਾ ਕਰਕੇ ਆਮ ਲੋਕਾਂ ਨੂੰ ਮੁਹੱਈਆ ਕਰਵਾਈਆਂ ਜਾ ਰਹੀਆਂ ਸਿਹਤ ਸੇਵਾਵਾਂ ਦਾ ਨਿਰੀਖਣ ਕੀਤਾ। ਇਸ ਮੌਕੇ ਉਨ੍ਹਾਂ ਐਮਰਜੈਂਸੀ ਵਾਰਡ, ਓਟ ਸੈਂਟਰ, ਓ.ਪੀ.ਡੀ. ਤੇ ਆਈ.ਪੀ.ਡੀ. ਸਮੇਤ ਸਮੁੱਚੀਆਂ ਸਿਹਤ ਸਹੂਲਤਾਂ ਦਾ ਜਾਇਜ਼ਾ ਲਿਆ। ਉਨ੍ਹਾਂ ਹਸਪਤਾਲ ਵਿੱਚ ਸਾਫ-ਸਫਾਈ ਦੇ ਪ੍ਰਬੰਧਾਂ, ਮੈਡੀਕਲ ਰਿਕਾਰਡ ਤੇ ਸਟਾਕ ਰਜਿਸਟਰਾਂ ਨੂੰ ਵੀ	[208, 1341, 330, 1461]
congress-byline: ਪੇਜ 3 ਨਿਊਜ਼ / ਜਤਿੰਦਰਪਾਲ ਸਿੰਘ • ਬਲਾਚੌਰ / 16 ਦਸੰਬਰ	[42, 645, 172, 687]
lead-caption-col-1: ਉੱਤੇ ਲੋਕਾਂ ਨੂੰ ਲਗਦਾ ਹੈ ਕਿ ਸਿੱਖ ਕਿਸਾਨ ਜਦੋਂ ਮਰਜ਼ੀ ਸੜਕਾਂ ਰੋਕ ਲੈਂਦੇ ਹਨ। ਭਾਜਪਾ ਸੰਸਦ ਮੈਂਬਰ ਰਾਮ ਚੰਦਰ ਜਾਂਗੜਾ ਵਲੋਂ	[218, 507, 383, 542]
divider	[42, 1286, 905, 1287]
health-inspection-photo	[338, 1340, 606, 1433]
lead-left-column	[42, 218, 212, 512]
congress-column-1: ਪੇਜ 3 ਨਿਊਜ਼ / ਜਤਿੰਦਰਪਾਲ ਸਿੰਘ • ਬਲਾਚੌਰ / 16 ਦਸੰਬਰ ਨਗਰ ਕੌਂਸਲ ਚੋਣਾਂ ਦੌਰਾਨ ਕਾਂਗਰਸ ਪਾਰਟੀ ਨੇ ਬਲਾਚੌਰ ਵਿਖੇ ਜਿੱਤ ਵੱਲ ਆਪਣੀ ਰਫਤਾਰ ਹੋਰ ਵਧਾ ਲਈ ਹੈ, ਇਨ੍ਹਾਂ ਗੱਲਾਂ ਦਾ ਪ੍ਰਗਟਾਵਾ ਅਜੇ ਮੰਗੂਪੁਰ ਜ਼ਿਲ੍ਹਾ ਪ੍ਰਧਾਨ ਸ਼ਹੀਦ ਭਗਤ ਸਿੰਘ ਨਗਰ ਵੱਲੋਂ ਪੱਤਰਕਾਰ ਭਾਈਚਾਰੇ ਨਾਲ ਗੱਲਬਾਤ ਦੌਰਾਨ ਕੀਤਾ ਗਿਆ। ਵਾਰਡ ਨੰ-6 ਵਿਖੇ ਕਾਂਗਰਸ ਪਾਰਟੀ ਦੇ ਉਮੀਦਵਾਰ ਅਮਿਤ ਕੌਸ਼ਲ (ਮੰਗਾ ਰਾਣਾਂ) ਨੇ ਲੋਕ ਹਿਤਾ ਨੂੰ ਮੁੱਖ ਰੱਖਦੇ ਹੋਏ ਅਭੀਸ਼ੇਕ ਰਾਣਾਂ ਨੂੰ ਆਪਣਾਂ ਸਮਰਥਨ ਦਿੱਤਾ। ਅਜੇ ਮੰਗੂਪੁਰ ਜ਼ਿਲ੍ਹਾ ਪ੍ਰਧਾਨ ਵੱਲੋਂ ਅਭੀਸ਼ੇਕ ਰਾਣਾਂ ਨੂੰ ਸਰੋਪੇ ਪਾ ਬੜੇ ਹੀ ਆਦਰ-ਸਤਿਕਾਰ ਸਹਿਤ ਕਾਂਗਰਸ ਪਾਰਟੀ ਵਿੱਚ ਸ਼ਾਮਲ ਕੀਤਾ ਗਿਆ। ਅਭੀਸ਼ੇਕ ਰਾਣਾਂ ਅਤੇ ਸਾਥੀਆਂ ਨੇ	[42, 645, 172, 866]
facebook-handle: ⓕ Page3news	[785, 69, 846, 79]
facebook-icon: ⓕ	[785, 69, 797, 79]
arrest-photo	[759, 980, 905, 1088]
divider	[42, 938, 905, 939]
health-column-3: ਦੇਖਿਆ। ਇਸ ਮੌਕੇ ਡਿਪਟੀ ਮੈਡੀਕਲ ਕਮਿਸ਼ਨਰ ਡਾ. ਹਰਪ੍ਰੀਤ ਸਿੰਘ ਨੇ ਹਸਪਤਾਲ ਦੇ ਅਧਿਕਾਰੀਆਂ ਨਾਲ ਸਿਹਤ ਸਹੂਲਤਾਂ ਨੂੰ ਹੋਰ ਮਜ਼ਬੂਤ ਬਣਾਉਣ ਲਈ ਵਿਚਾਰ-ਵਟਾਂਦਰਾ ਕਰਦੇ ਹੋਏ ਜ਼ਰੂਰੀ ਸੁਝਾਅ ਦਿੱਤੇ ਤਾਂ ਜੋ ਕਿਸੇ ਵੀ ਮਰੀਜ਼ ਨੂੰ ਕਿਸੇ ਵੀ ਕਿਸਮ ਦੀ ਦਿੱਕਤ ਦਾ ਸਾਹਮਣਾ ਨਾ ਕਰਨਾ ਪਵੇ। ਉਨ੍ਹਾਂ ਦੱਸਿਆ ਕਿ ਜ਼ਿਲ੍ਹਾ ਸਿਹਤ ਵਿਭਾਗ ਵੱਲੋਂ ਸਿਹਤ ਸਹੂਲਤਾਂ ਨੂੰ ਹੋਰ ਮਜ਼ਬੂਤ ਬਣਾਉਣ ਦੇ ਉਦੇਸ਼ ਨਾਲ ਸਮੇਂ-ਸਮੇਂ 'ਤੇ ਸਪੋਰਟਿਵ ਸੁਪਰਵੀਜ਼ਨ ਕੀਤੀ ਜਾਂਦੀ ਹੈ। ਲੋਕਾਂ ਨੂੰ ਸਮੇਂ ਸਿਰ ਮਿਆਰੀ ਸਿਹਤ ਸੇਵਾਵਾਂ ਮੁਹੱਈਆ ਕਰਵਾਉਣ ਨੂੰ ਤਰਜੀਹ ਦਿੱਤੀ	[338, 1439, 606, 1511]
